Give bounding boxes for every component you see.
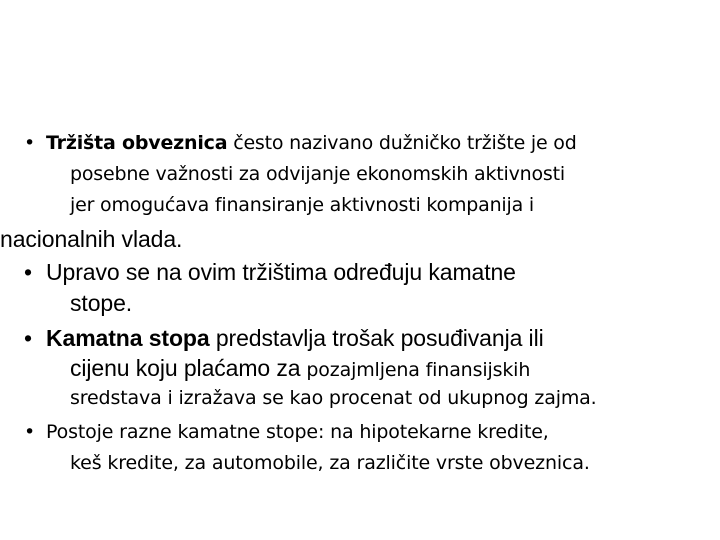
bullet-marker: • [24,325,32,351]
bullet-1-line-1-text: često nazivano dužničko tržište je od [227,132,577,154]
bullet-marker: • [24,132,36,154]
bullet-2-line-2: stope. [70,290,133,316]
bullet-4-line-1: Postoje razne kamatne stope: na hipotekarne kredite, [46,421,549,443]
bullet-3-line-3: sredstava i izražava se kao procenat od ukupnog zajma. [70,387,597,409]
bullet-3-line-1 [46,327,544,350]
bullet-marker: • [24,259,32,285]
bullet-1-line-3: jer omogućava finansiranje aktivnosti kompanija i [70,194,534,216]
bullet-1-line-1 [46,134,577,153]
bold-term-bond-markets: Tržišta obveznica [46,132,228,154]
bullet-4-line-2: keš kredite, za automobile, za različite vrste obveznica. [70,452,590,474]
bullet-3-line-2-large: cijenu koju plaćamo za [70,355,301,381]
bullet-2-line-1: Upravo se na ovim tržištima određuju kamatne [46,259,516,285]
bold-term-interest-rate: Kamatna stopa [46,325,210,351]
bullet-3-line-2 [70,357,530,380]
bullet-3-line-2-small: pozajmljena finansijskih [300,359,531,381]
bullet-3-line-1-text: predstavlja trošak posuđivanja ili [209,325,544,351]
bullet-marker: • [24,421,36,443]
continuation-line: nacionalnih vlada. [0,226,183,252]
bullet-1-line-2: posebne važnosti za odvijanje ekonomskih aktivnosti [70,163,565,185]
